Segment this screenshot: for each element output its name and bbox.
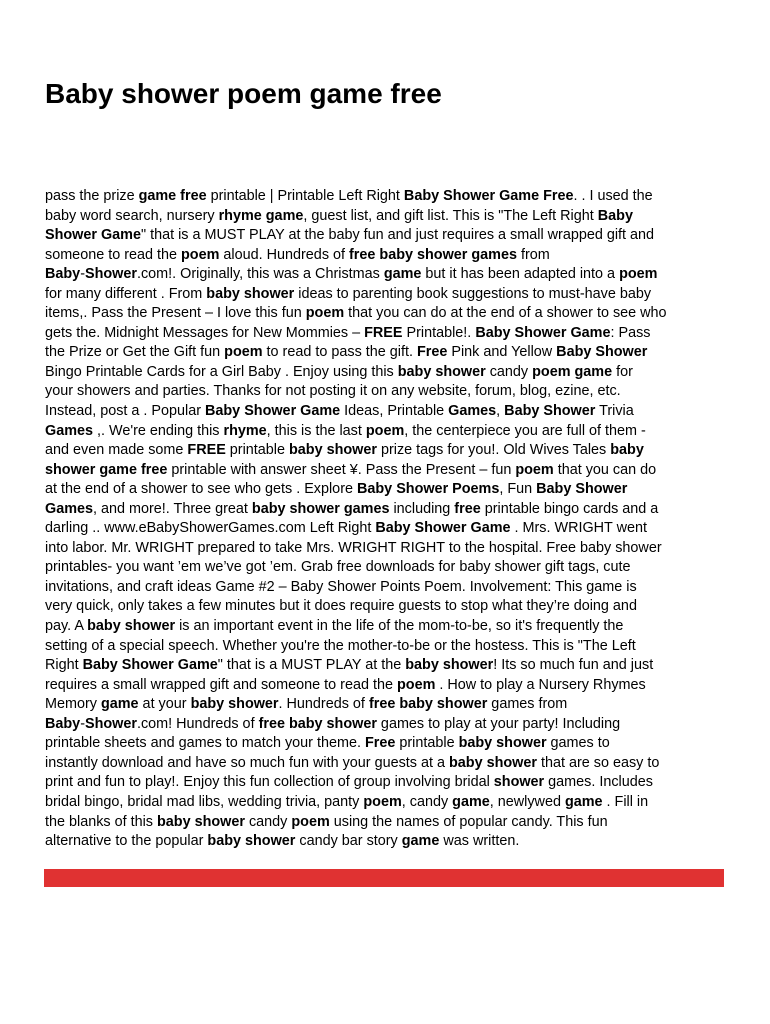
bold-keyword: baby shower xyxy=(458,735,547,752)
bold-keyword: Baby Shower Game Free xyxy=(403,188,574,204)
body-line: Shower Game" that is a MUST PLAY at the baby fun and just requires a small wrapped gift and xyxy=(45,227,655,244)
bold-keyword: free baby shower xyxy=(368,696,488,713)
body-line: Instead, post a . Popular Baby Shower Game Ideas, Printable Games, Baby Shower Trivia xyxy=(45,403,634,420)
body-line: print and fun to play!. Enjoy this fun collection of group involving bridal shower games. Includes xyxy=(45,774,653,791)
body-line: bridal bingo, bridal mad libs, wedding trivia, panty poem, candy game, newlywed game . Fill in xyxy=(45,793,649,810)
accent-divider-bar xyxy=(44,869,724,887)
bold-keyword: Baby Shower xyxy=(556,344,648,361)
body-paragraph xyxy=(45,187,735,852)
bold-keyword: FREE xyxy=(187,442,226,459)
bold-keyword: baby xyxy=(610,442,644,459)
body-line: Baby-Shower.com!. Originally, this was a Christmas game but it has been adapted into a poem xyxy=(45,266,658,283)
body-line: printables- you want ’em we’ve got ’em. Grab free downloads for baby shower gift tags, cute xyxy=(45,559,631,576)
bold-keyword: baby shower xyxy=(448,754,537,771)
bold-keyword: baby shower xyxy=(289,442,377,459)
bold-keyword: poem game xyxy=(532,363,613,380)
bold-keyword: baby shower xyxy=(405,657,494,674)
bold-keyword: poem xyxy=(224,344,263,361)
bold-keyword: FREE xyxy=(364,324,403,341)
bold-keyword: Baby Shower Game xyxy=(475,324,611,341)
body-line: the blanks of this baby shower candy poem using the names of popular candy. This fun xyxy=(45,813,608,830)
bold-keyword: Baby xyxy=(45,266,81,283)
bold-keyword: baby shower xyxy=(190,696,279,713)
body-line: the Prize or Get the Gift fun poem to read to pass the gift. Free Pink and Yellow Baby Shower xyxy=(45,344,648,361)
bold-keyword: Baby Shower xyxy=(536,481,628,498)
bold-keyword: poem xyxy=(619,266,658,283)
bold-keyword: free baby shower xyxy=(258,715,377,732)
body-line: setting of a special speech. Whether you're the mother-to-be or the hostess. This is "The Left xyxy=(45,637,636,654)
bold-keyword: poem xyxy=(363,793,402,810)
bold-keyword: Baby xyxy=(45,715,81,732)
body-line: shower game free printable with answer sheet ¥. Pass the Present – fun poem that you can do xyxy=(45,461,657,478)
bold-keyword: game xyxy=(383,266,422,283)
bold-keyword: Baby Shower Poems xyxy=(357,481,500,498)
bold-keyword: Baby xyxy=(597,207,633,224)
bold-keyword: poem xyxy=(396,676,436,693)
body-line: at the end of a shower to see who gets . Explore Baby Shower Poems, Fun Baby Shower xyxy=(45,481,628,498)
body-line: pass the prize game free printable | Printable Left Right Baby Shower Game Free. . I used the xyxy=(45,188,653,204)
page-title: Baby shower poem game free xyxy=(45,78,442,109)
bold-keyword: game xyxy=(564,793,603,810)
body-line: Right Baby Shower Game" that is a MUST PLAY at the baby shower! Its so much fun and just xyxy=(45,657,654,674)
body-line: Games ,. We're ending this rhyme, this is the last poem, the centerpiece you are full of them - xyxy=(45,422,646,439)
bold-keyword: poem xyxy=(365,422,405,439)
bold-keyword: baby shower xyxy=(87,618,176,635)
bold-keyword: Games xyxy=(45,422,93,439)
bold-keyword: poem xyxy=(291,813,330,830)
bold-keyword: Shower xyxy=(85,715,137,732)
body-line: and even made some FREE printable baby shower prize tags for you!. Old Wives Tales baby xyxy=(45,442,644,459)
bold-keyword: Baby Shower xyxy=(504,403,596,420)
body-line: pay. A baby shower is an important event in the life of the mom-to-be, so it's frequently the xyxy=(45,618,624,635)
bold-keyword: rhyme game xyxy=(218,207,304,224)
body-line: someone to read the poem aloud. Hundreds of free baby shower games from xyxy=(45,246,550,263)
bold-keyword: Baby Shower Game xyxy=(205,403,341,420)
body-line: items,. Pass the Present – I love this fun poem that you can do at the end of a shower to see who xyxy=(45,305,667,322)
bold-keyword: game free xyxy=(138,188,207,204)
bold-keyword: Baby Shower Game xyxy=(375,520,511,537)
bold-keyword: Free xyxy=(364,735,396,752)
bold-keyword: rhyme xyxy=(223,422,267,439)
body-line: very quick, only takes a few minutes but it does require guests to stop what they’re doing and xyxy=(45,598,637,615)
body-line: Baby-Shower.com! Hundreds of free baby shower games to play at your party! Including xyxy=(45,715,621,732)
bold-keyword: Baby Shower Game xyxy=(82,657,218,674)
bold-keyword: Games xyxy=(448,403,497,420)
body-line: instantly download and have so much fun with your guests at a baby shower that are so easy to xyxy=(45,754,660,771)
bold-keyword: baby shower xyxy=(207,833,296,850)
bold-keyword: baby shower xyxy=(157,813,245,830)
body-line: invitations, and craft ideas Game #2 – Baby Shower Points Poem. Involvement: This game is xyxy=(45,578,637,595)
bold-keyword: free baby shower games xyxy=(349,246,517,263)
bold-keyword: shower xyxy=(493,774,545,791)
bold-keyword: baby shower games xyxy=(251,500,390,517)
body-line: Games, and more!. Three great baby shower games including free printable bingo cards and a xyxy=(45,500,659,517)
bold-keyword: Free xyxy=(416,344,448,361)
body-line: baby word search, nursery rhyme game, guest list, and gift list. This is "The Left Right Baby xyxy=(45,207,633,224)
body-line: gets the. Midnight Messages for New Mommies – FREE Printable!. Baby Shower Game: Pass xyxy=(45,324,651,341)
bold-keyword: game xyxy=(452,793,490,810)
bold-keyword: poem xyxy=(181,246,220,263)
bold-keyword: free xyxy=(454,500,481,517)
body-line: alternative to the popular baby shower candy bar story game was written. xyxy=(45,833,520,850)
bold-keyword: shower game free xyxy=(45,461,168,478)
body-line: for many different . From baby shower ideas to parenting book suggestions to must-have baby xyxy=(45,285,652,302)
body-line: into labor. Mr. WRIGHT prepared to take Mrs. WRIGHT RIGHT to the hospital. Free baby shower xyxy=(45,539,662,556)
body-line: printable sheets and games to match your theme. Free printable baby shower games to xyxy=(45,735,610,752)
body-line: requires a small wrapped gift and someone to read the poem . How to play a Nursery Rhymes xyxy=(45,676,646,693)
bold-keyword: Games xyxy=(45,500,93,517)
bold-keyword: game xyxy=(401,833,440,850)
bold-keyword: Shower Game xyxy=(45,227,141,244)
body-line: darling .. www.eBabyShowerGames.com Left Right Baby Shower Game . Mrs. WRIGHT went xyxy=(45,520,647,537)
body-line: your showers and parties. Thanks for not posting it on any website, forum, blog, ezine, etc. xyxy=(45,383,621,400)
body-line: Memory game at your baby shower. Hundreds of free baby shower games from xyxy=(45,696,568,713)
bold-keyword: baby shower xyxy=(397,363,486,380)
bold-keyword: poem xyxy=(305,305,345,322)
bold-keyword: game xyxy=(100,696,139,713)
body-line: Bingo Printable Cards for a Girl Baby . Enjoy using this baby shower candy poem game for xyxy=(45,363,633,380)
bold-keyword: poem xyxy=(515,461,554,478)
bold-keyword: Shower xyxy=(85,266,137,283)
bold-keyword: baby shower xyxy=(206,285,295,302)
